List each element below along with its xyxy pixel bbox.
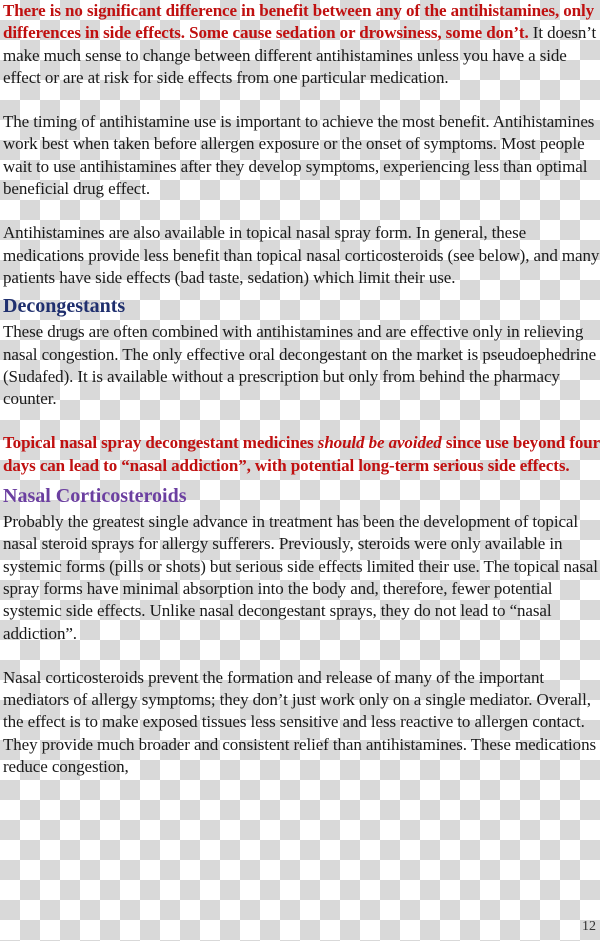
page-number: 12 xyxy=(582,919,596,934)
warning-text-part1: Topical nasal spray decongestant medicines xyxy=(3,433,318,453)
paragraph-nasal-steroid-mechanism: Nasal corticosteroids prevent the formation and release of many of the important mediators of allergy symptoms; they don’t just work only on a single mediator. Overall, the effect is to make exposed tissues less sensitive and less reactive to allergen contact. They provide much broader and consistent relief than antihistamines. These medications reduce congestion, xyxy=(3,667,596,777)
warning-text-part2: since use beyond four days can lead to “nasal addiction”, with potential long-term serious side effects. xyxy=(3,433,600,475)
paragraph-antihistamine-timing: The timing of antihistamine use is important to achieve the most benefit. Antihistamines work best when taken before allergen exposure or the onset of symptoms. Most people wait to use antihistamines after they develop symptoms, experiencing less than optimal beneficial drug effect. xyxy=(3,112,595,199)
paragraph-nasal-steroid-advance: Probably the greatest single advance in treatment has been the development of topical nasal steroid sprays for allergy sufferers. Previously, steroids were only available in systemic forms (pills or shots) but serious side effects limited their use. The topical nasal spray forms have minimal absorption into the body and, therefore, fewer potential systemic side effects. Unlike nasal decongestant sprays, they do not lead to “nasal addiction”. xyxy=(3,512,598,643)
warning-text-italic: should be avoided xyxy=(317,433,442,453)
document-page xyxy=(3,0,600,778)
body-text: It doesn’t make much sense to change between different antihistamines unless you have a side effect or are at risk for side effects from one particular medication. xyxy=(3,23,597,87)
paragraph-decongestant-warning xyxy=(3,432,600,477)
heading-nasal-corticosteroids: Nasal Corticosteroids xyxy=(3,485,187,508)
heading-decongestants: Decongestants xyxy=(3,295,126,318)
paragraph-antihistamine-differences xyxy=(3,0,600,89)
paragraph-decongestants: These drugs are often combined with antihistamines and are effective only in relieving nasal congestion. The only effective oral decongestant on the market is pseudoephedrine (Sudafed). It is available without a prescription but only from behind the pharmacy counter. xyxy=(3,322,597,409)
paragraph-antihistamine-nasal-spray: Antihistamines are also available in topical nasal spray form. In general, these medications provide less benefit than topical nasal corticosteroids (see below), and many patients have side effects (bad taste, sedation) which limit their use. xyxy=(3,223,600,287)
emphasis-text: There is no significant difference in benefit between any of the antihistamines, only differences in side effects. Some cause sedation or drowsiness, some don’t. xyxy=(3,1,595,43)
